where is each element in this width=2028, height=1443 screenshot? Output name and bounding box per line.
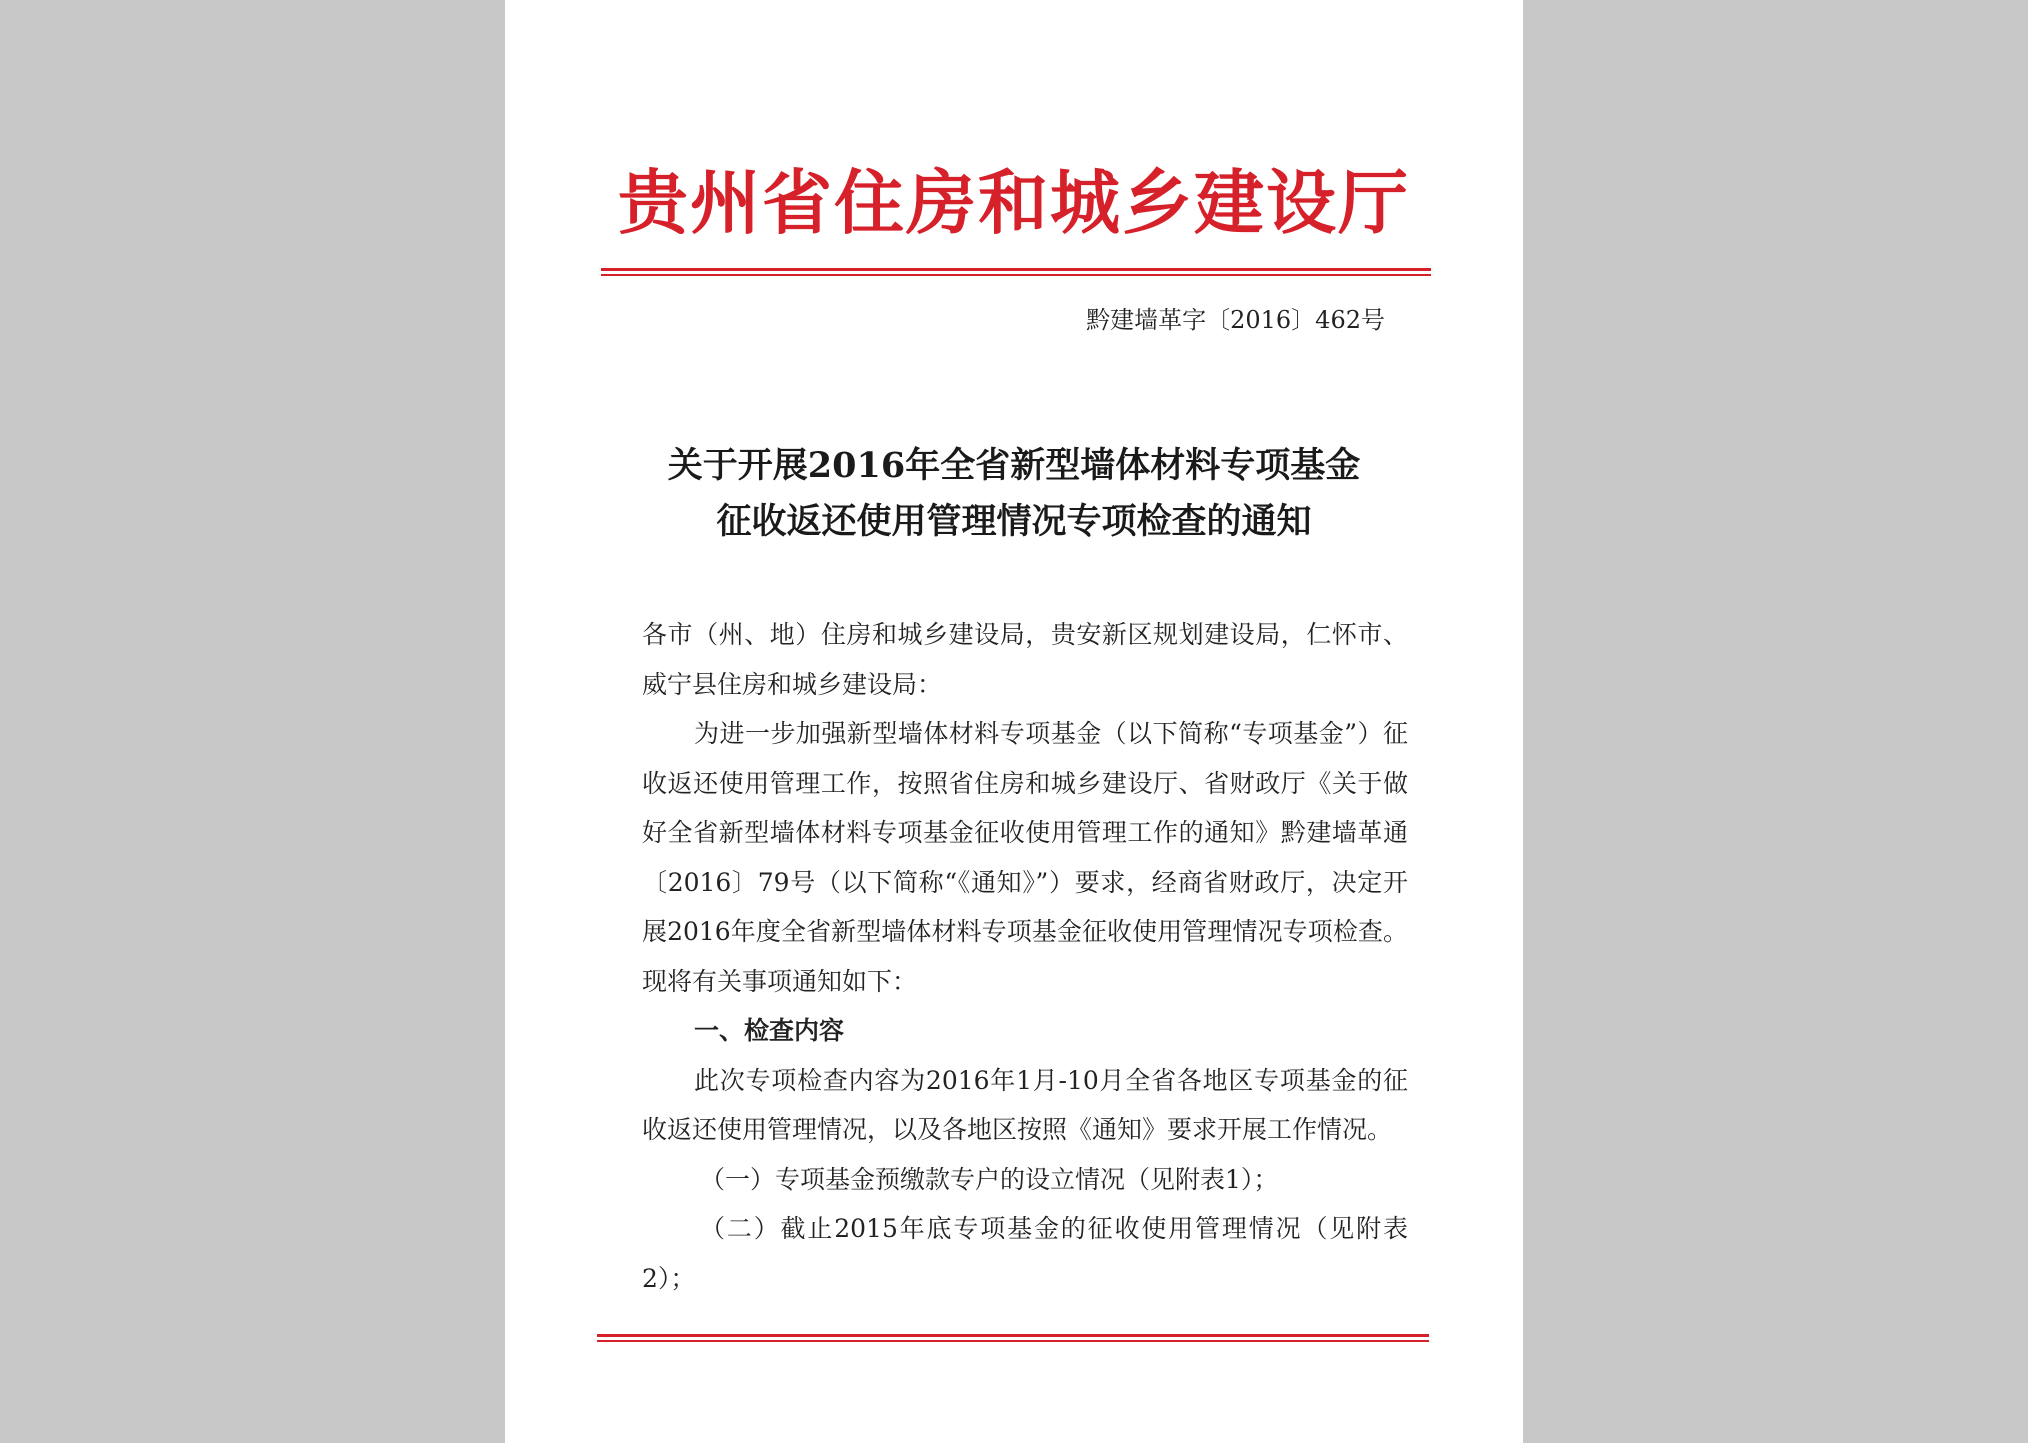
list-item-1: （一）专项基金预缴款专户的设立情况（见附表1）； [700, 1164, 1279, 1194]
letterhead-red-rule [601, 268, 1431, 276]
document-number: 黔建墙革字〔2016〕462号 [1086, 306, 1385, 334]
list-item-2: （二）截止2015年底专项基金的征收使用管理情况（见附表2）； [642, 1214, 1408, 1293]
section-1-paragraph: 此次专项检查内容为2016年1月-10月全省各地区专项基金的征收返还使用管理情况，以及各地区按照《通知》要求开展工作情况。 [642, 1065, 1408, 1144]
title-line-1: 关于开展2016年全省新型墙体材料专项基金 [667, 445, 1361, 486]
title-line-2: 征收返还使用管理情况专项检查的通知 [716, 501, 1312, 542]
recipients-paragraph: 各市（州、地）住房和城乡建设局，贵安新区规划建设局，仁怀市、威宁县住房和城乡建设局： [642, 620, 1408, 699]
intro-paragraph: 为进一步加强新型墙体材料专项基金（以下简称“专项基金”）征收返还使用管理工作，按照省住房和城乡建设厅、省财政厅《关于做好全省新型墙体材料专项基金征收使用管理工作的通知》黔建墙革通〔2016〕79号（以下简称“《通知》”）要求，经商省财政厅，决定开展2016年度全省新型墙体材料专项基金征收使用管理情况专项检查。现将有关事项通知如下： [642, 719, 1408, 996]
document-body [642, 610, 1408, 1303]
document-title [505, 438, 1523, 550]
letterhead-org-name: 贵州省住房和城乡建设厅 [618, 161, 1410, 244]
footer-red-rule [597, 1334, 1429, 1342]
section-1-heading: 一、检查内容 [694, 1016, 845, 1045]
document-page [505, 0, 1523, 1443]
